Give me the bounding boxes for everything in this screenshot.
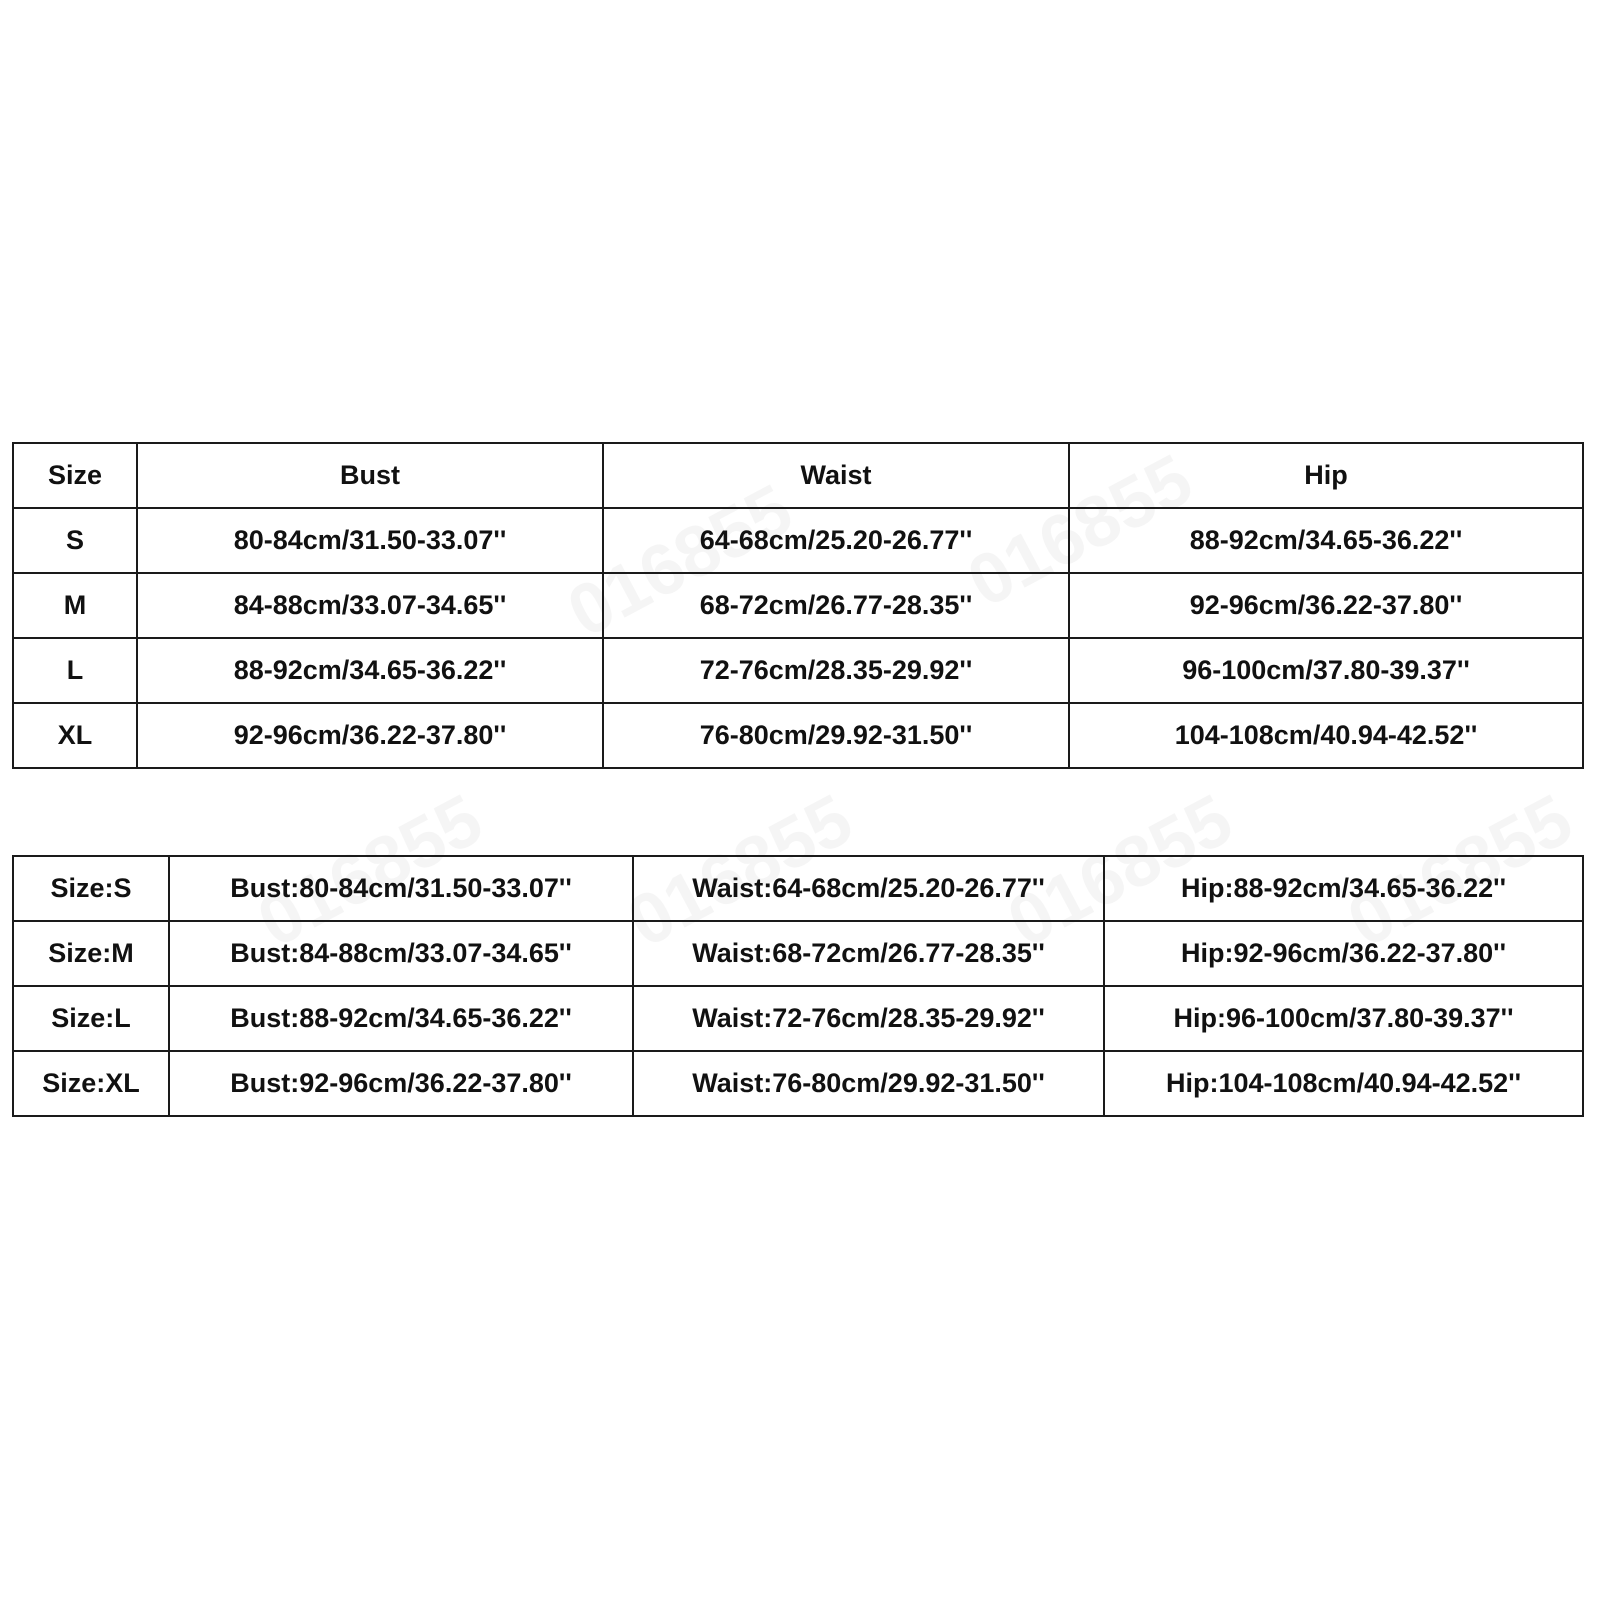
waist-cell: Waist:64-68cm/25.20-26.77'': [633, 856, 1104, 921]
hip-cell: 96-100cm/37.80-39.37'': [1069, 638, 1583, 703]
hip-cell: Hip:88-92cm/34.65-36.22'': [1104, 856, 1583, 921]
hip-cell: Hip:92-96cm/36.22-37.80'': [1104, 921, 1583, 986]
size-chart-table: [12, 442, 1584, 769]
waist-cell: 64-68cm/25.20-26.77'': [603, 508, 1069, 573]
table-row: [13, 573, 1583, 638]
header-bust: Bust: [137, 443, 603, 508]
hip-cell: 92-96cm/36.22-37.80'': [1069, 573, 1583, 638]
bust-cell: Bust:84-88cm/33.07-34.65'': [169, 921, 633, 986]
header-hip: Hip: [1069, 443, 1583, 508]
bust-cell: 92-96cm/36.22-37.80'': [137, 703, 603, 768]
bust-cell: 84-88cm/33.07-34.65'': [137, 573, 603, 638]
table-row: [13, 508, 1583, 573]
size-cell: Size:XL: [13, 1051, 169, 1116]
size-cell: M: [13, 573, 137, 638]
waist-cell: Waist:68-72cm/26.77-28.35'': [633, 921, 1104, 986]
size-cell: XL: [13, 703, 137, 768]
hip-cell: 88-92cm/34.65-36.22'': [1069, 508, 1583, 573]
waist-cell: 68-72cm/26.77-28.35'': [603, 573, 1069, 638]
bust-cell: 80-84cm/31.50-33.07'': [137, 508, 603, 573]
table-row: [13, 921, 1583, 986]
bust-cell: Bust:88-92cm/34.65-36.22'': [169, 986, 633, 1051]
table-row: [13, 1051, 1583, 1116]
header-waist: Waist: [603, 443, 1069, 508]
table-row: [13, 986, 1583, 1051]
waist-cell: Waist:76-80cm/29.92-31.50'': [633, 1051, 1104, 1116]
table-row: [13, 703, 1583, 768]
header-size: Size: [13, 443, 137, 508]
bust-cell: Bust:92-96cm/36.22-37.80'': [169, 1051, 633, 1116]
hip-cell: Hip:104-108cm/40.94-42.52'': [1104, 1051, 1583, 1116]
waist-cell: Waist:72-76cm/28.35-29.92'': [633, 986, 1104, 1051]
waist-cell: 76-80cm/29.92-31.50'': [603, 703, 1069, 768]
bust-cell: 88-92cm/34.65-36.22'': [137, 638, 603, 703]
table-header-row: [13, 443, 1583, 508]
waist-cell: 72-76cm/28.35-29.92'': [603, 638, 1069, 703]
table-row: [13, 856, 1583, 921]
size-cell: L: [13, 638, 137, 703]
size-chart-table-labeled: [12, 855, 1584, 1117]
size-cell: Size:L: [13, 986, 169, 1051]
hip-cell: 104-108cm/40.94-42.52'': [1069, 703, 1583, 768]
size-cell: Size:S: [13, 856, 169, 921]
table-row: [13, 638, 1583, 703]
size-cell: Size:M: [13, 921, 169, 986]
size-cell: S: [13, 508, 137, 573]
hip-cell: Hip:96-100cm/37.80-39.37'': [1104, 986, 1583, 1051]
bust-cell: Bust:80-84cm/31.50-33.07'': [169, 856, 633, 921]
